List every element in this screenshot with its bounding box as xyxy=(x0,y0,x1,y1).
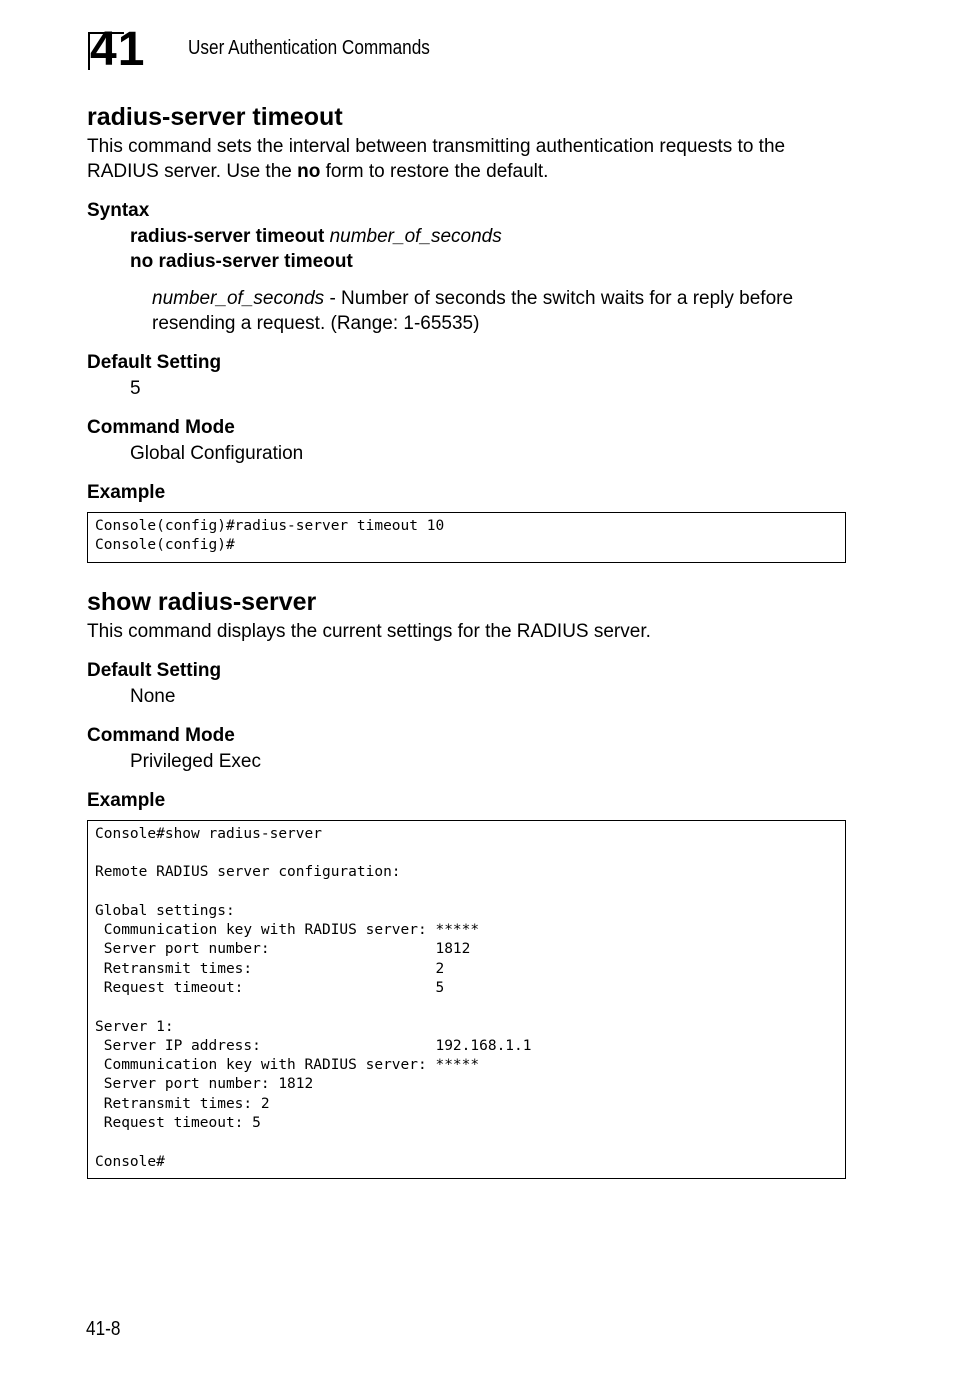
example-code-block: Console#show radius-server Remote RADIUS server configuration: Global settings: Communication key with RADIUS server: ***** Server port number: 1812 Retransmit times: 2 Request timeout: 5 Server 1: Server IP address: 192.168.1.1 Communication key with RADIUS server: ***** Server port number: 1812 Retransmit times: 2 Request timeout: 5 Console# xyxy=(87,820,846,1179)
command-mode-heading: Command Mode xyxy=(87,724,235,746)
example-code-block: Console(config)#radius-server timeout 10 Console(config)# xyxy=(87,512,846,563)
default-setting-value: None xyxy=(130,685,176,707)
chapter-number: 41 xyxy=(90,23,146,76)
parameter-description: number_of_seconds - Number of seconds the switch waits for a reply before resending a request. (Range: 1-65535) xyxy=(152,288,794,334)
example-heading: Example xyxy=(87,789,166,811)
page-number: 41-8 xyxy=(86,1318,121,1340)
example-heading: Example xyxy=(87,482,166,503)
page-content xyxy=(87,100,847,1179)
default-setting-heading: Default Setting xyxy=(87,352,222,373)
command-mode-value: Global Configuration xyxy=(130,443,304,464)
command-mode-value: Privileged Exec xyxy=(130,750,261,772)
syntax-heading: Syntax xyxy=(87,200,150,221)
syntax-line-1: radius-server timeout number_of_seconds xyxy=(130,226,502,247)
section-title-show-radius-server: show radius-server xyxy=(87,587,317,616)
command-mode-heading: Command Mode xyxy=(87,417,235,438)
section-description: This command displays the current settings for the RADIUS server. xyxy=(87,620,651,642)
default-setting-heading: Default Setting xyxy=(87,659,222,681)
section-description: This command sets the interval between transmitting authentication requests to the RADIUS server. Use the no form to restore the default. xyxy=(87,136,786,182)
default-setting-value: 5 xyxy=(130,378,141,399)
chapter-number-box xyxy=(88,23,164,76)
section-title-radius-server-timeout: radius-server timeout xyxy=(87,103,343,131)
syntax-line-2: no radius-server timeout xyxy=(130,251,353,272)
chapter-title: User Authentication Commands xyxy=(188,37,430,59)
